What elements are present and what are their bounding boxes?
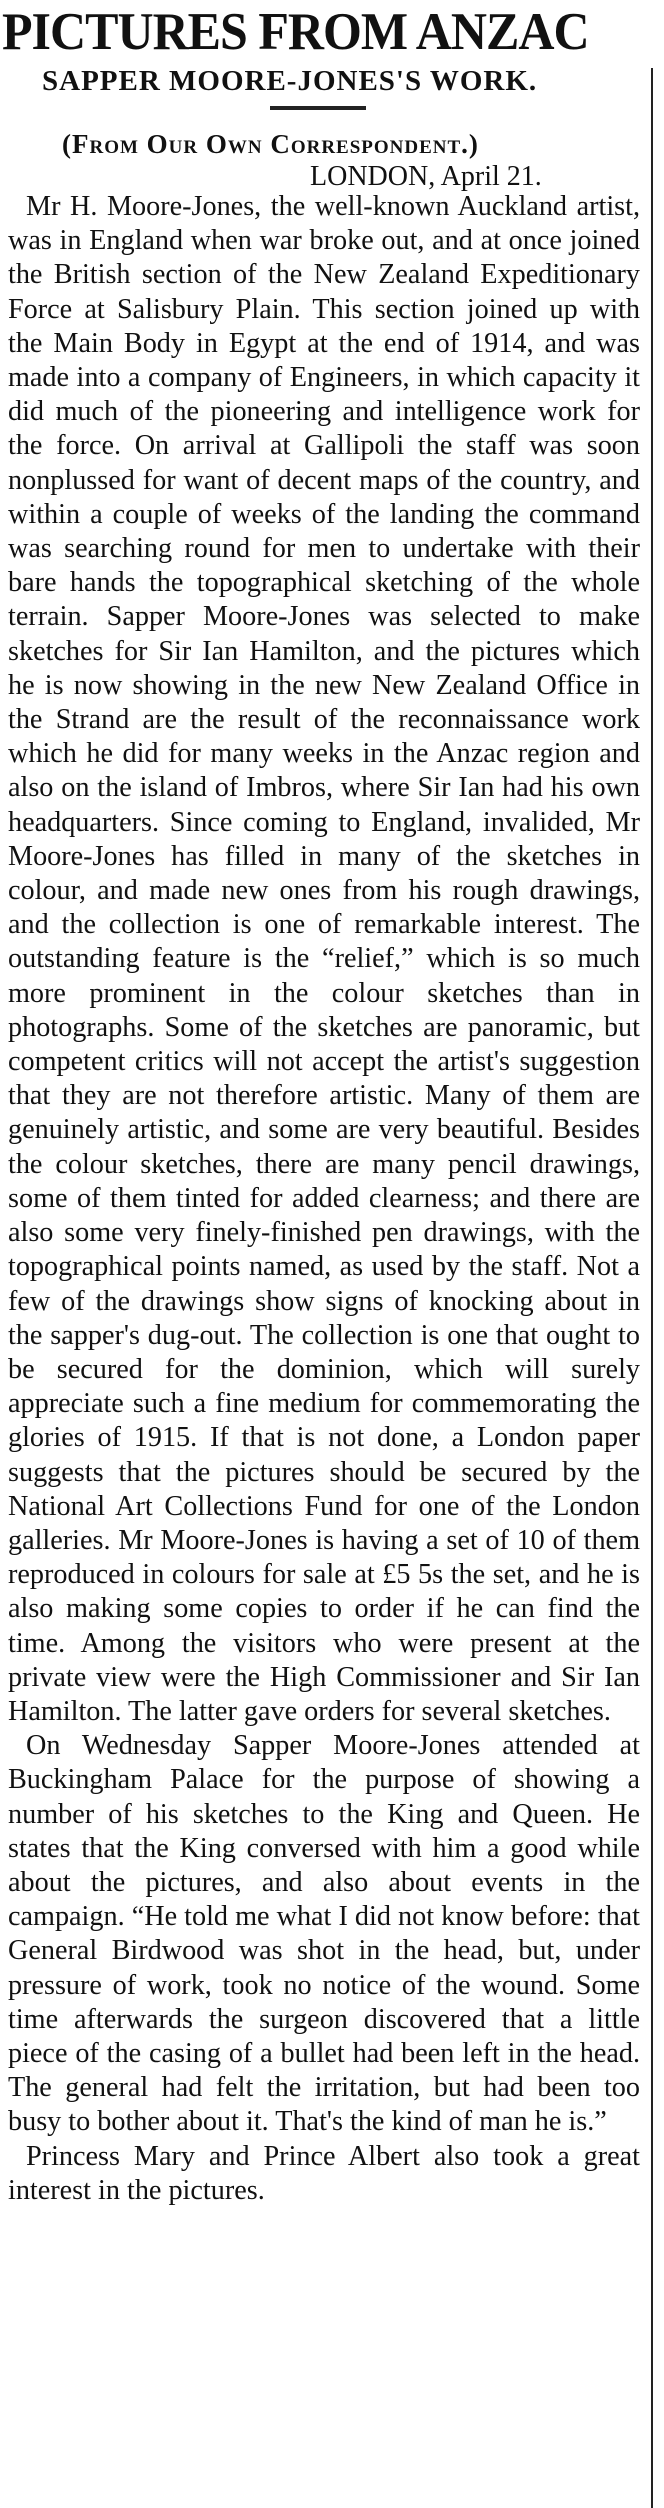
paragraph: On Wednesday Sapper Moore-Jones attended at Buckingham Palace for the purpose of showing a number of his sketches to the King and Queen. He states that the King conversed with him a good while about the pictures, and also about events in the campaign. “He told me what I did not know before: that General Birdwood was shot in the head, but, under pressure of work, took no notice of the wound. Some time afterwards the surgeon discovered that a little piece of the casing of a bullet had been left in the head. The general had felt the irritation, but had been too busy to bother about it. That's the kind of man he is.” bbox=[8, 1730, 640, 2138]
subheadline: SAPPER MOORE-JONES'S WORK. bbox=[42, 65, 538, 97]
byline: (From Our Own Correspondent.) bbox=[62, 129, 479, 159]
paragraph: Mr H. Moore-Jones, the well-known Auckland artist, was in England when war broke out, and at once joined the British section of the New Zealand Expeditionary Force at Salisbury Plain. This section joined up with the Main Body in Egypt at the end of 1914, and was made into a company of Engineers, in which capacity it did much of the pioneering and intelligence work for the force. On arrival at Gallipoli the staff was soon nonplussed for want of decent maps of the country, and within a couple of weeks of the landing the command was searching round for men to undertake with their bare hands the topographical sketching of the whole terrain. Sapper Moore-Jones was selected to make sketches for Sir Ian Hamilton, and the pictures which he is now showing in the new New Zealand Office in the Strand are the result of the reconnaissance work which he did for many weeks in the Anzac region and also on the island of Imbros, where Sir Ian had his own headquarters. Since coming to England, invalided, Mr Moore-Jones has filled in many of the sketches in colour, and made new ones from his rough drawings, and the collection is one of remarkable interest. The outstanding feature is the “relief,” which is so much more prominent in the colour sketches than in photographs. Some of the sketches are panoramic, but competent critics will not accept the artist's suggestion that they are not therefore artistic. Many of them are genuinely artistic, and some are very beautiful. Besides the colour sketches, there are many pencil drawings, some of them tinted for added clearness; and there are also some very finely-finished pen drawings, with the topographical points named, as used by the staff. Not a few of the drawings show signs of knocking about in the sapper's dug-out. The collection is one that ought to be secured for the dominion, which will surely appreciate such a fine medium for commemorating the glories of 1915. If that is not done, a London paper suggests that the pictures should be secured by the National Art Collections Fund for one of the London galleries. Mr Moore-Jones is having a set of 10 of them reproduced in colours for sale at £5 5s the set, and he is also making some copies to order if he can find the time. Among the visitors who were present at the private view were the High Commissioner and Sir Ian Hamilton. The latter gave orders for several sketches. bbox=[8, 191, 640, 1727]
paragraph: Princess Mary and Prince Albert also took a great interest in the pictures. bbox=[8, 2140, 640, 2206]
column-rule bbox=[651, 68, 653, 2508]
divider-rule bbox=[270, 106, 366, 110]
dateline: LONDON, April 21. bbox=[310, 161, 542, 192]
headline: PICTURES FROM ANZAC bbox=[2, 2, 589, 61]
article-body bbox=[8, 190, 640, 2208]
